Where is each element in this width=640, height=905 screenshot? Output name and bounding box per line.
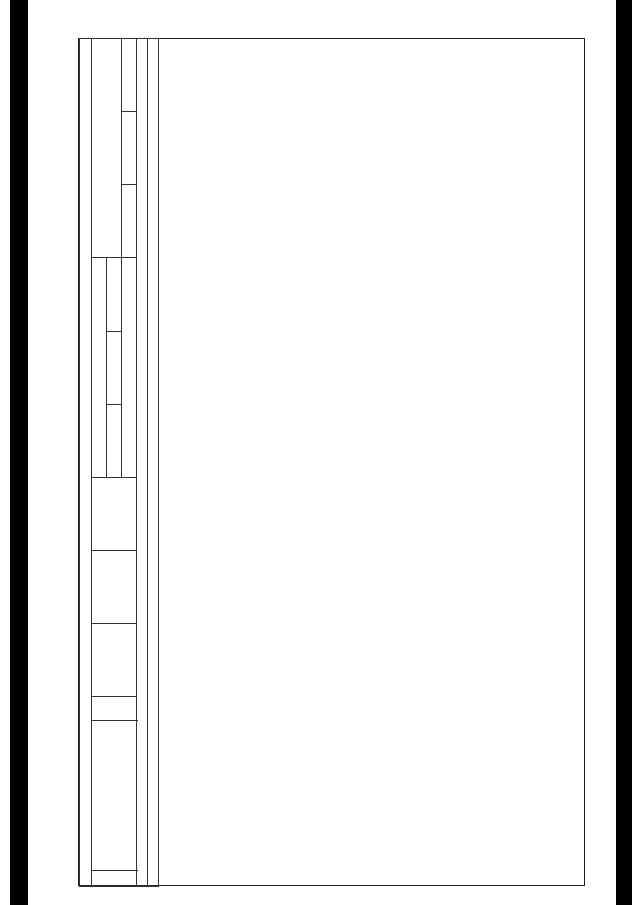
- section-title: [80, 39, 92, 887]
- document-page: [78, 38, 585, 886]
- header-youth-i: [122, 185, 137, 258]
- header-youth-iii: [122, 39, 137, 112]
- header-rank-i: [107, 404, 122, 477]
- header-ms: [92, 550, 137, 623]
- header-num: [92, 871, 137, 887]
- header-discipline: [92, 721, 137, 871]
- rotated-table-container: [79, 39, 586, 887]
- footnote: [137, 39, 148, 887]
- header-rank-ii: [107, 331, 122, 404]
- header-youth-ii: [122, 112, 137, 185]
- header-unit: [92, 697, 137, 721]
- bottom-condition: [148, 39, 159, 887]
- header-spacer: [122, 258, 137, 477]
- scan-right-edge: [616, 0, 632, 905]
- header-rank-iii: [107, 258, 122, 331]
- shooting-header: [80, 39, 137, 887]
- header-kms: [92, 477, 137, 550]
- header-msmk: [92, 623, 137, 696]
- standards-table: [79, 38, 159, 887]
- header-sport-ranks: [92, 258, 107, 477]
- scan-left-edge: [10, 0, 28, 905]
- header-youth-ranks: [92, 39, 122, 258]
